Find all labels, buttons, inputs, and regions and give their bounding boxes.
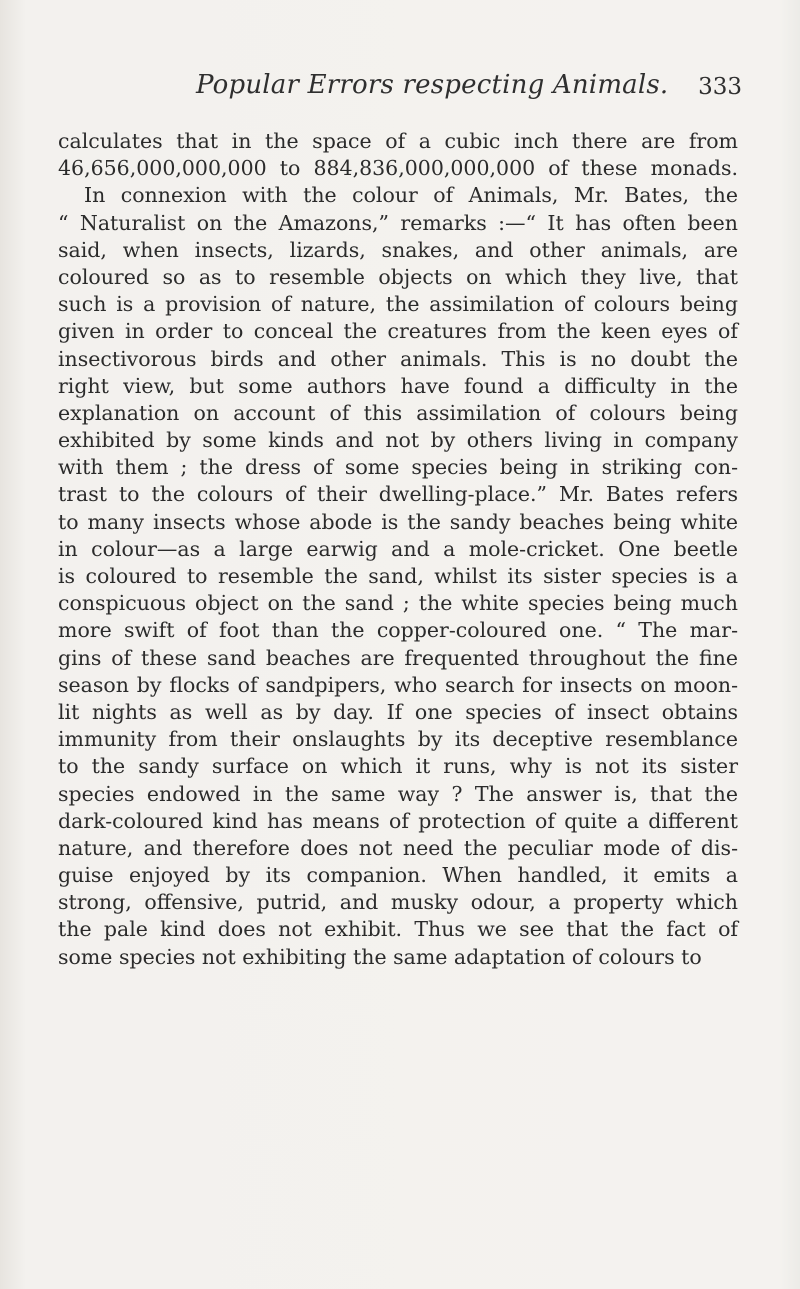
text-line: insectivorous birds and other animals. This is no doubt the bbox=[58, 346, 738, 371]
text-line: right view, but some authors have found a difficulty in the bbox=[58, 373, 738, 398]
text-line: strong, offensive, putrid, and musky odour, a property which bbox=[58, 890, 738, 915]
text-line: immunity from their onslaughts by its deceptive resemblance bbox=[58, 727, 738, 752]
text-line: trast to the colours of their dwelling-place.” Mr. Bates refers bbox=[58, 482, 738, 507]
text-line: with them ; the dress of some species being in striking con- bbox=[58, 455, 738, 480]
text-line: some species not exhibiting the same adaptation of colours to bbox=[58, 944, 702, 969]
text-line: to many insects whose abode is the sandy beaches being white bbox=[58, 509, 738, 534]
text-line: nature, and therefore does not need the peculiar mode of dis- bbox=[58, 835, 738, 860]
page-number: 333 bbox=[698, 74, 742, 100]
text-line: to the sandy surface on which it runs, why is not its sister bbox=[58, 754, 738, 779]
text-line: said, when insects, lizards, snakes, and other animals, are bbox=[58, 237, 738, 262]
text-line: guise enjoyed by its companion. When handled, it emits a bbox=[58, 863, 738, 888]
text-line: is coloured to resemble the sand, whilst its sister species is a bbox=[58, 564, 738, 588]
text-line: in colour—as a large earwig and a mole-cricket. One beetle bbox=[58, 536, 738, 561]
body-text bbox=[58, 128, 738, 971]
text-line: coloured so as to resemble objects on which they live, that bbox=[58, 264, 738, 289]
text-line: such is a provision of nature, the assimilation of colours being bbox=[58, 292, 738, 317]
text-line: given in order to conceal the creatures from the keen eyes of bbox=[58, 319, 738, 344]
paragraph-start-line: In connexion with the colour of Animals, Mr. Bates, the bbox=[84, 183, 738, 208]
text-line: gins of these sand beaches are frequented throughout the fine bbox=[58, 645, 738, 670]
page-header bbox=[0, 70, 800, 110]
text-line: conspicuous object on the sand ; the white species being much bbox=[58, 591, 738, 616]
text-line: exhibited by some kinds and not by others living in company bbox=[58, 428, 738, 453]
text-line: lit nights as well as by day. If one species of insect obtains bbox=[58, 699, 738, 724]
text-line: more swift of foot than the copper-coloured one. “ The mar- bbox=[58, 618, 738, 643]
text-line: the pale kind does not exhibit. Thus we see that the fact of bbox=[58, 917, 738, 942]
running-title: Popular Errors respecting Animals. bbox=[196, 70, 669, 100]
text-line: explanation on account of this assimilation of colours being bbox=[58, 400, 738, 425]
text-line: species endowed in the same way ? The answer is, that the bbox=[58, 781, 738, 806]
text-line: season by flocks of sandpipers, who search for insects on moon- bbox=[58, 672, 738, 697]
text-line: “ Naturalist on the Amazons,” remarks :—“ It has often been bbox=[58, 210, 738, 235]
text-line: calculates that in the space of a cubic inch there are from bbox=[58, 129, 738, 153]
text-line: dark-coloured kind has means of protection of quite a different bbox=[58, 808, 738, 833]
text-line: 46,656,000,000,000 to 884,836,000,000,000 of these monads. bbox=[58, 156, 738, 181]
